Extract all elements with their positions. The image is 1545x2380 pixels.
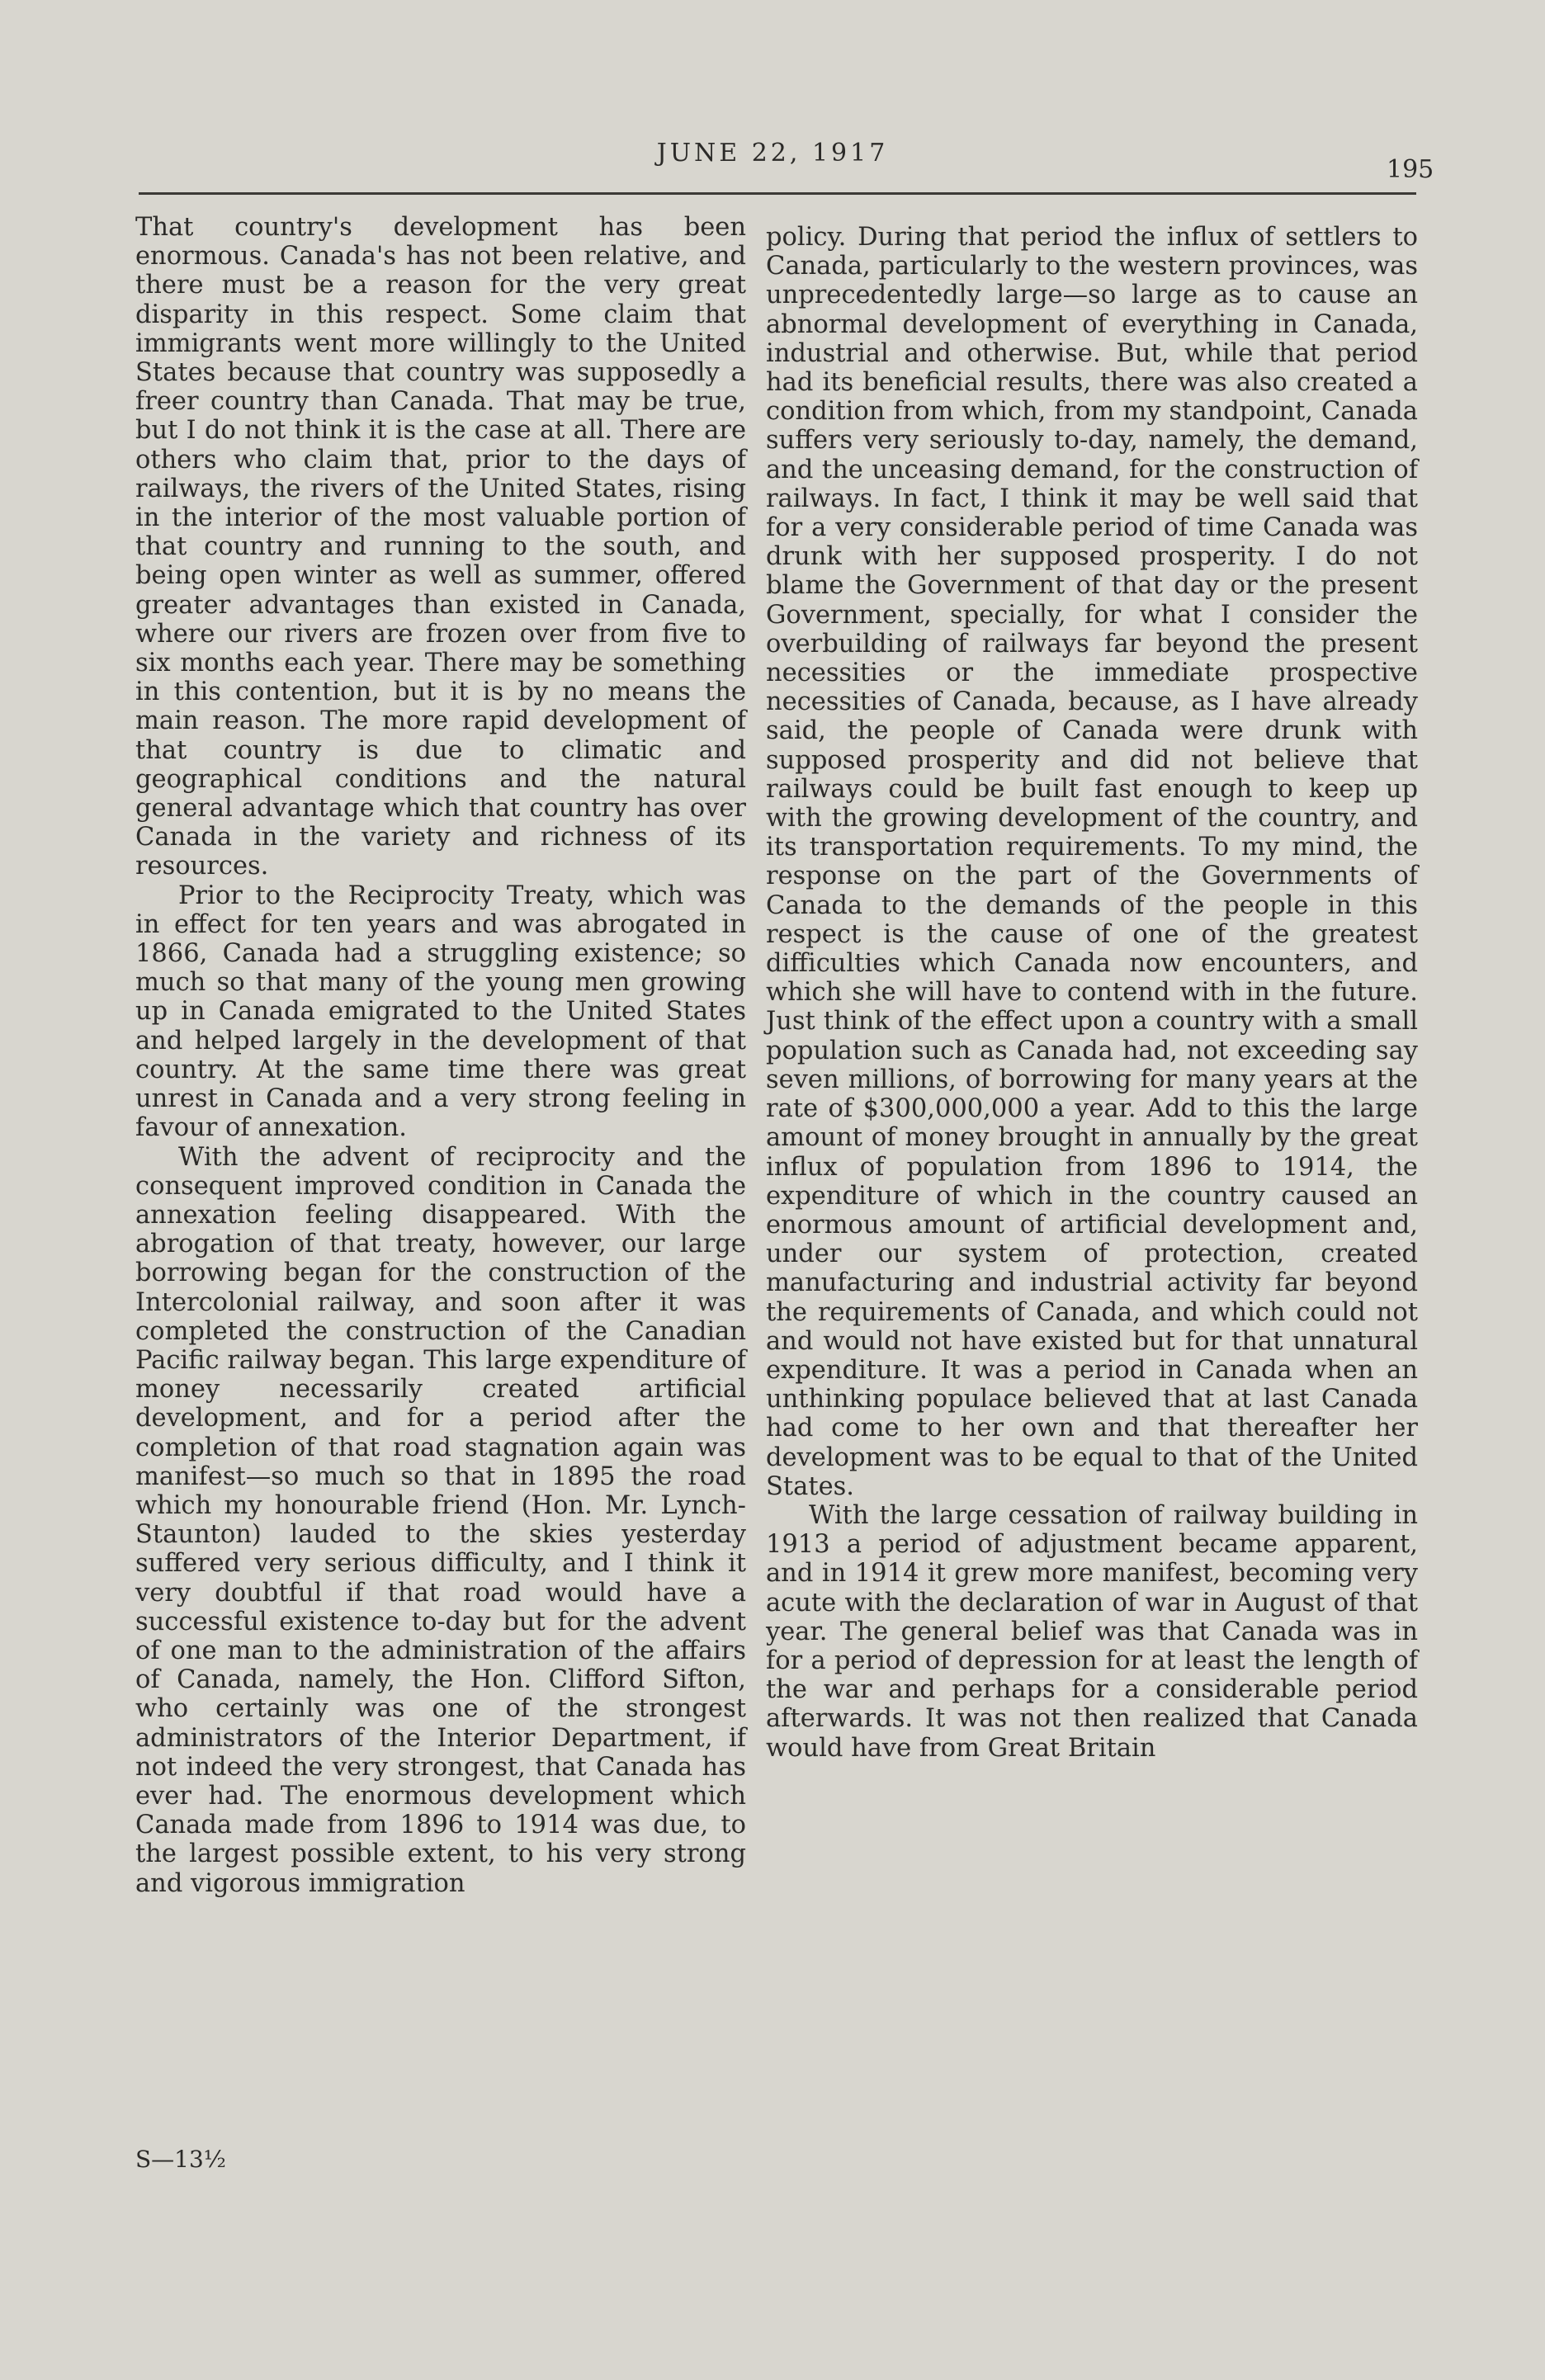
left-paragraph-3: With the advent of reciprocity and the consequent improved condition in Canada the annexation feeling disappeared. With the abrogation of that treaty, however, our large borrowing began for the construction of the Intercolonial railway, and soon after it was completed the construction of the Canadian Pacific railway began. This large expenditure of money necessarily created artificial development, and for a period after the completion of that road stagnation again was manifest—so much so that in 1895 the road which my honourable friend (Hon. Mr. Lynch-Staunton) lauded to the skies yesterday suffered very serious difficulty, and I think it very doubtful if that road would have a successful existence to-day but for the advent of one man to the administration of the affairs of Canada, namely, the Hon. Clifford Sifton, who certainly was one of the strongest administrators of the Interior Department, if not indeed the very strongest, that Canada has ever had. The enormous development which Canada made from 1896 to 1914 was due, to the largest possible extent, to his very strong and vigorous immigration <box>135 1142 746 1898</box>
page-number: 195 <box>1387 155 1434 184</box>
header-rule <box>139 192 1416 195</box>
left-paragraph-2: Prior to the Reciprocity Treaty, which was in effect for ten years and was abrogated in 1866, Canada had a struggling existence; so much so that many of the young men growing up in Canada emigrated to the United States and helped largely in the development of that country. At the same time there was great unrest in Canada and a very strong feeling in favour of annexation. <box>135 881 746 1143</box>
right-paragraph-2: With the large cessation of railway building in 1913 a period of adjustment became apparent, and in 1914 it grew more manifest, becoming very acute with the declaration of war in August of that year. The general belief was that Canada was in for a period of depression for at least the length of the war and perhaps for a considerable period afterwards. It was not then realized that Canada would have from Great Britain <box>766 1500 1418 1763</box>
footer-folio: S—13½ <box>135 2146 226 2173</box>
left-column <box>135 213 746 1898</box>
left-paragraph-1: That country's development has been enormous. Canada's has not been relative, and there must be a reason for the very great disparity in this respect. Some claim that immigrants went more willingly to the United States because that country was supposedly a freer country than Canada. That may be true, but I do not think it is the case at all. There are others who claim that, prior to the days of railways, the rivers of the United States, rising in the interior of the most valuable portion of that country and running to the south, and being open winter as well as summer, offered greater advantages than existed in Canada, where our rivers are frozen over from five to six months each year. There may be something in this contention, but it is by no means the main reason. The more rapid development of that country is due to climatic and geographical conditions and the natural general advantage which that country has over Canada in the variety and richness of its resources. <box>135 213 746 881</box>
page-header-date: JUNE 22, 1917 <box>656 139 889 168</box>
right-paragraph-1: policy. During that period the influx of settlers to Canada, particularly to the western provinces, was unprecedentedly large—so large as to cause an abnormal development of everything in Canada, industrial and otherwise. But, while that period had its beneficial results, there was also created a condition from which, from my standpoint, Canada suffers very seriously to-day, namely, the demand, and the unceasing demand, for the construction of railways. In fact, I think it may be well said that for a very considerable period of time Canada was drunk with her supposed prosperity. I do not blame the Government of that day or the present Government, specially, for what I consider the overbuilding of railways far beyond the present necessities or the immediate prospective necessities of Canada, because, as I have already said, the people of Canada were drunk with supposed prosperity and did not believe that railways could be built fast enough to keep up with the growing development of the country, and its transportation requirements. To my mind, the response on the part of the Governments of Canada to the demands of the people in this respect is the cause of one of the greatest difficulties which Canada now encounters, and which she will have to contend with in the future. Just think of the effect upon a country with a small population such as Canada had, not exceeding say seven millions, of borrowing for many years at the rate of $300,000,000 a year. Add to this the large amount of money brought in annually by the great influx of population from 1896 to 1914, the expenditure of which in the country caused an enormous amount of artificial development and, under our system of protection, created manufacturing and industrial activity far beyond the requirements of Canada, and which could not and would not have existed but for that unnatural expenditure. It was a period in Canada when an unthinking populace believed that at last Canada had come to her own and that thereafter her development was to be equal to that of the United States. <box>766 223 1418 1501</box>
right-column <box>766 223 1418 1763</box>
